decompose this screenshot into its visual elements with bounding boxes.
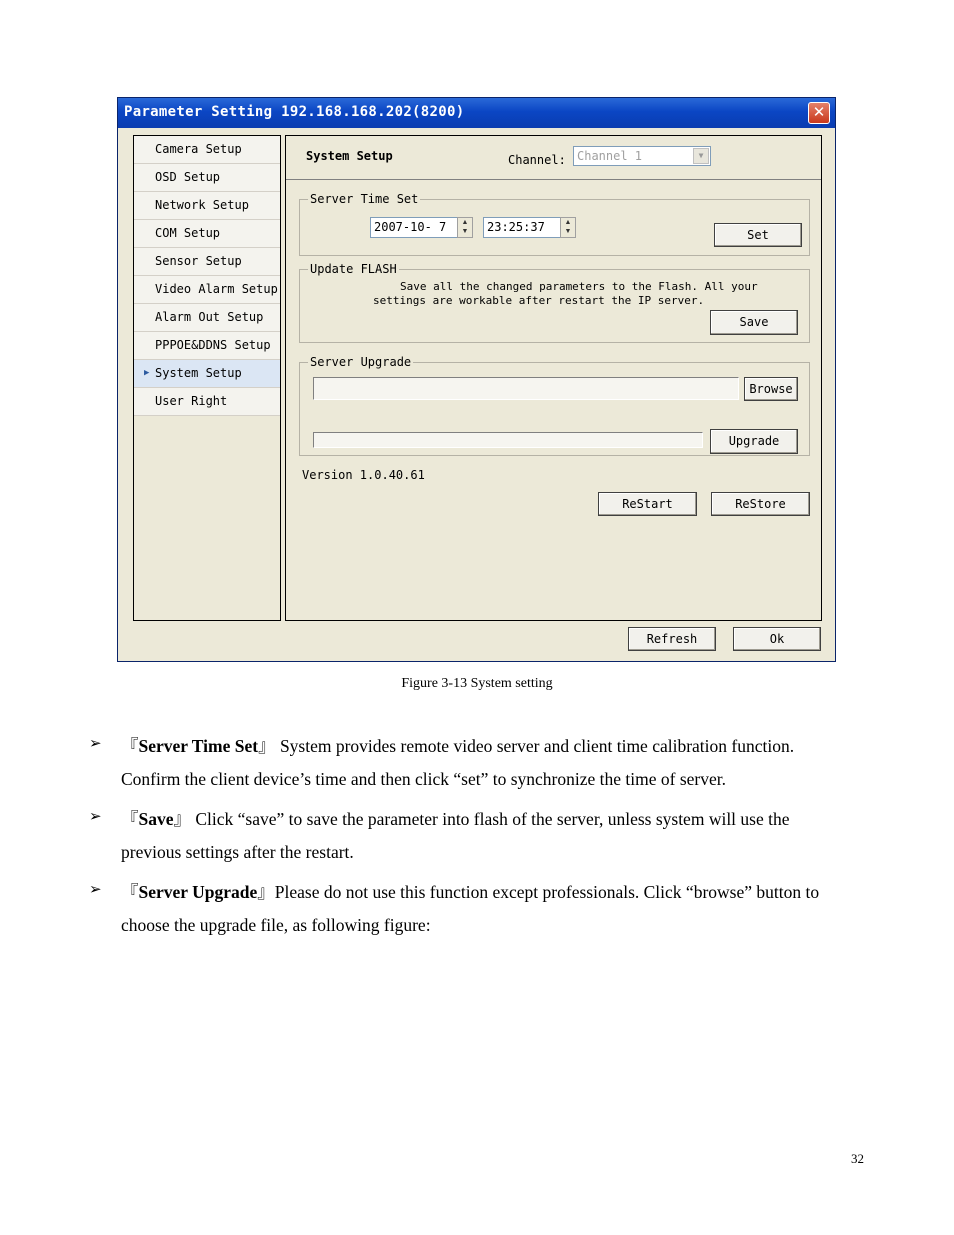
update-flash-group xyxy=(299,262,810,343)
menu-item-camera-setup[interactable]: Camera Setup xyxy=(134,136,280,164)
upgrade-button[interactable]: Upgrade xyxy=(710,429,798,454)
upgrade-file-path-field[interactable] xyxy=(313,377,739,400)
panel-header xyxy=(286,136,821,180)
selected-arrow-icon: ▶ xyxy=(144,368,150,378)
item-server-time-set-line2: Confirm the client device’s time and then click “set” to synchronize the time of server. xyxy=(121,769,727,789)
menu-item-alarm-out-setup[interactable]: Alarm Out Setup xyxy=(134,304,280,332)
server-upgrade-label: Server Upgrade xyxy=(310,355,412,369)
bullet-icon: ➢ xyxy=(89,807,102,825)
close-icon[interactable]: ✕ xyxy=(808,102,830,124)
channel-select[interactable]: Channel 1 ▼ xyxy=(573,146,711,166)
upgrade-progress-bar xyxy=(313,432,703,448)
menu-item-osd-setup[interactable]: OSD Setup xyxy=(134,164,280,192)
server-upgrade-group xyxy=(299,355,810,456)
term-save: Save xyxy=(138,809,174,829)
time-spinner[interactable] xyxy=(560,217,576,238)
term-server-time-set: Server Time Set xyxy=(138,736,259,756)
page-number: 32 xyxy=(851,1151,864,1166)
chevron-down-icon[interactable]: ▼ xyxy=(693,148,709,164)
bullet-icon: ➢ xyxy=(89,734,102,752)
menu-item-pppoe-ddns-setup[interactable]: PPPOE&DDNS Setup xyxy=(134,332,280,360)
flash-message-line2: settings are workable after restart the IP server. xyxy=(373,294,705,307)
update-flash-label: Update FLASH xyxy=(310,262,397,276)
menu-item-network-setup[interactable]: Network Setup xyxy=(134,192,280,220)
menu-item-sensor-setup[interactable]: Sensor Setup xyxy=(134,248,280,276)
time-field[interactable]: 23:25:37 xyxy=(483,217,563,238)
item-server-time-set-line1: 『Server Time Set』 System provides remote video server and client time calibration function. xyxy=(121,736,795,756)
menu-item-com-setup[interactable]: COM Setup xyxy=(134,220,280,248)
ok-button[interactable]: Ok xyxy=(733,627,821,651)
spin-down-icon[interactable]: ▼ xyxy=(564,227,572,235)
channel-label: Channel: xyxy=(508,153,566,167)
browse-button[interactable]: Browse xyxy=(744,377,798,401)
dialog-title: Parameter Setting 192.168.168.202(8200) xyxy=(124,104,465,120)
save-button[interactable]: Save xyxy=(710,310,798,335)
item-save-line1: 『Save』 Click “save” to save the parameter into flash of the server, unless system will use the xyxy=(121,809,790,829)
restart-button[interactable]: ReStart xyxy=(598,492,697,516)
item-save-line2: previous settings after the restart. xyxy=(121,842,354,862)
menu-item-video-alarm-setup[interactable]: Video Alarm Setup xyxy=(134,276,280,304)
date-spinner[interactable] xyxy=(457,217,473,238)
menu-item-user-right[interactable]: User Right xyxy=(134,388,280,416)
panel-title: System Setup xyxy=(306,149,393,163)
spin-down-icon[interactable]: ▼ xyxy=(461,227,469,235)
settings-menu xyxy=(133,135,281,621)
term-server-upgrade: Server Upgrade xyxy=(138,882,258,902)
bullet-icon: ➢ xyxy=(89,880,102,898)
item-server-upgrade-line1: 『Server Upgrade』Please do not use this function except professionals. Click “browse” button to xyxy=(121,882,820,902)
system-setup-panel xyxy=(285,135,822,621)
figure-caption: Figure 3-13 System setting xyxy=(401,676,553,691)
flash-message-line1: Save all the changed parameters to the Flash. All your xyxy=(400,280,758,293)
refresh-button[interactable]: Refresh xyxy=(628,627,716,651)
parameter-setting-dialog xyxy=(117,97,836,662)
server-time-group xyxy=(299,192,810,256)
server-time-label: Server Time Set xyxy=(310,192,419,206)
date-field[interactable]: 2007-10- 7 xyxy=(370,217,463,238)
spin-up-icon[interactable]: ▲ xyxy=(564,218,572,226)
dialog-titlebar[interactable] xyxy=(118,98,835,128)
restore-button[interactable]: ReStore xyxy=(711,492,810,516)
menu-item-system-setup[interactable]: ▶ System Setup xyxy=(134,360,280,388)
item-server-upgrade-line2: choose the upgrade file, as following figure: xyxy=(121,915,431,935)
set-button[interactable]: Set xyxy=(714,223,802,247)
version-text: Version 1.0.40.61 xyxy=(302,468,425,482)
spin-up-icon[interactable]: ▲ xyxy=(461,218,469,226)
